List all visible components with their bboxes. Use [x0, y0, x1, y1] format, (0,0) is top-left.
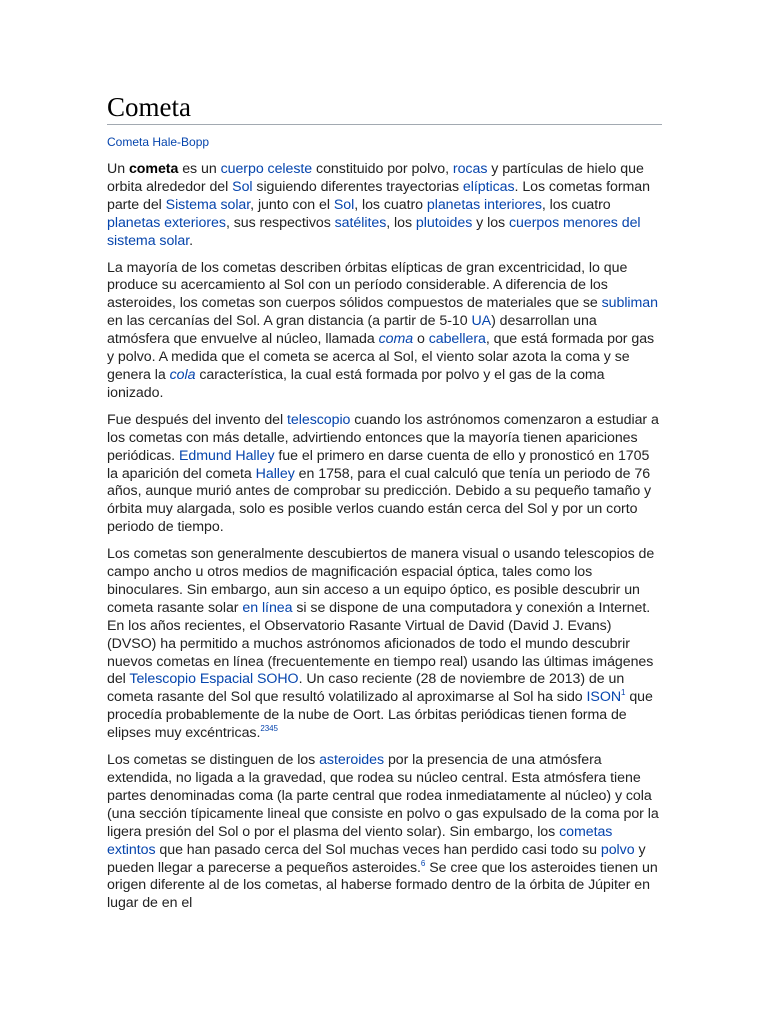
link-halley[interactable]: Halley — [255, 465, 295, 482]
link-asteroides[interactable]: asteroides — [319, 752, 385, 769]
coma-italic: coma — [378, 331, 414, 348]
text: que procedía probablemente de la nube de Oort. Las órbitas periódicas tienen forma de elipses muy excéntricas. — [107, 689, 653, 742]
paragraph-history — [107, 412, 662, 537]
text: característica, la cual está formada por polvo y el gas de la coma ionizado. — [107, 366, 605, 401]
link-satelites[interactable]: satélites — [334, 214, 387, 231]
link-cuerpo-celeste[interactable]: cuerpo celeste — [220, 161, 313, 177]
link-soho[interactable]: Telescopio Espacial SOHO — [129, 671, 299, 688]
link-coma[interactable] — [379, 331, 414, 347]
text: Los cometas se distinguen de los — [107, 752, 320, 769]
text: . — [189, 232, 194, 249]
link-sistema-solar[interactable]: Sistema solar — [165, 196, 251, 213]
link-cometas-extintos[interactable]: cometas extintos — [107, 823, 613, 858]
link-edmund-halley[interactable]: Edmund Halley — [178, 447, 275, 464]
text: por la presencia de una atmósfera extendida, no ligada a la gravedad, que rodea su núcleo central. Esta atmósfera tiene partes denominadas coma (la parte central que rodea inmediatamente al núcleo) y cola (una sección típicamente lineal que consiste en polvo o gas expulsado de la coma por la ligera presión del Sol o por el plasma del viento solar). Sin embargo, los — [107, 752, 659, 840]
link-subliman[interactable]: subliman — [601, 295, 658, 312]
text: en 1758, para el cual calculó que tenía un periodo de 76 años, aunque murió antes de comprobar su predicción. Debido a su pequeño tamaño y órbita muy alargada, solo es posible verlos cuando están cerca del Sol y por un corto periodo de tiempo. — [107, 465, 652, 536]
link-planetas-exteriores[interactable]: planetas exteriores — [107, 214, 226, 231]
text: . Los cometas forman parte del — [107, 178, 650, 213]
link-ua[interactable]: UA — [471, 313, 492, 330]
footnote-link[interactable]: 6 — [420, 858, 426, 868]
text: en las cercanías del Sol. A gran distancia (a partir de 5-10 — [107, 313, 472, 330]
text: , los — [386, 214, 416, 231]
footnote-link[interactable]: 1 — [621, 688, 626, 698]
link-planetas-interiores[interactable]: planetas interiores — [426, 196, 542, 213]
text: Se cree que los asteroides tienen un origen diferente al de los cometas, al haberse formado dentro de la órbita de Júpiter en lugar de en el — [107, 859, 658, 912]
footnote-link[interactable]: 2345 — [260, 724, 278, 734]
link-cola[interactable] — [170, 367, 196, 383]
term-bold: cometa — [128, 161, 179, 177]
text: , los cuatro — [354, 196, 427, 213]
link-sol-2[interactable]: Sol — [333, 196, 355, 213]
text: , que está formada por gas y polvo. A medida que el cometa se acerca al Sol, el viento solar azota la coma y se genera la — [107, 331, 655, 383]
image-caption-link[interactable]: Cometa Hale-Bopp — [107, 135, 210, 149]
link-cuerpos-menores[interactable]: cuerpos menores del sistema solar — [107, 214, 641, 249]
text: fue el primero en darse cuenta de ello y pronosticó en 1705 la aparición del cometa — [107, 447, 650, 482]
text: que han pasado cerca del Sol muchas veces han perdido casi todo su — [155, 841, 601, 858]
text: si se dispone de una computadora y conexión a Internet. En los años recientes, el Observatorio Rasante Virtual de David (David J. Evans) (DVSO) ha permitido a muchos astrónomos aficionados de todo el mundo descubrir nuevos cometas en línea (frecuentemente en tiempo real) usando las últimas imágenes del — [107, 599, 654, 688]
text: ) desarrollan una atmósfera que envuelve al núcleo, llamada — [107, 313, 597, 348]
paragraph-orbits — [107, 260, 662, 403]
text: o — [413, 331, 429, 348]
footnote-ref[interactable] — [260, 724, 278, 733]
text: . Un caso reciente (28 de noviembre de 2013) de un cometa rasante del Sol que resultó volatilizado al aproximarse al Sol ha sido — [107, 671, 625, 706]
text: y los — [472, 214, 509, 231]
text: , los cuatro — [541, 196, 611, 213]
page-title: Cometa — [107, 90, 662, 125]
article — [107, 90, 662, 922]
paragraph-distinction — [107, 752, 662, 913]
link-polvo[interactable]: polvo — [600, 841, 635, 858]
text: es un — [178, 161, 221, 177]
text: Fue después del invento del — [107, 411, 288, 428]
link-ison[interactable]: ISON — [586, 689, 622, 706]
text: y partículas de hielo que orbita alrededor del — [107, 161, 644, 195]
paragraph-discovery — [107, 546, 662, 743]
paragraph-intro — [107, 161, 662, 251]
link-en-linea[interactable]: en línea — [242, 599, 293, 616]
link-cabellera[interactable]: cabellera — [428, 331, 486, 348]
text: , junto con el — [250, 196, 334, 213]
text: Los cometas son generalmente descubiertos de manera visual o usando telescopios de campo ancho u otros medios de magnificación espacial óptica, tales como los binoculares. Sin embargo, aun sin acceso a un equipo óptico, es posible descubrir un cometa rasante solar — [107, 546, 655, 616]
link-sol[interactable]: Sol — [232, 178, 253, 195]
text: siguiendo diferentes trayectorias — [252, 178, 463, 195]
text: La mayoría de los cometas describen órbitas elípticas de gran excentricidad, lo que produce su acercamiento al Sol con un período considerable. A diferencia de los asteroides, los cometas son cuerpos sólidos compuestos de materiales que se — [107, 259, 628, 312]
text: y pueden llegar a parecerse a pequeños asteroides. — [107, 841, 646, 876]
link-rocas[interactable]: rocas — [452, 161, 488, 177]
cola-italic: cola — [169, 366, 196, 383]
text: , sus respectivos — [225, 214, 335, 231]
link-plutoides[interactable]: plutoides — [415, 214, 473, 231]
text: constituido por polvo, — [312, 161, 453, 177]
link-elipticas[interactable]: elípticas — [462, 178, 515, 195]
text: Un — [107, 161, 129, 177]
link-telescopio[interactable]: telescopio — [287, 411, 351, 428]
text: cuando los astrónomos comenzaron a estudiar a los cometas con más detalle, advirtiendo entonces que la mayoría tienen apariciones periódicas. — [107, 411, 659, 464]
